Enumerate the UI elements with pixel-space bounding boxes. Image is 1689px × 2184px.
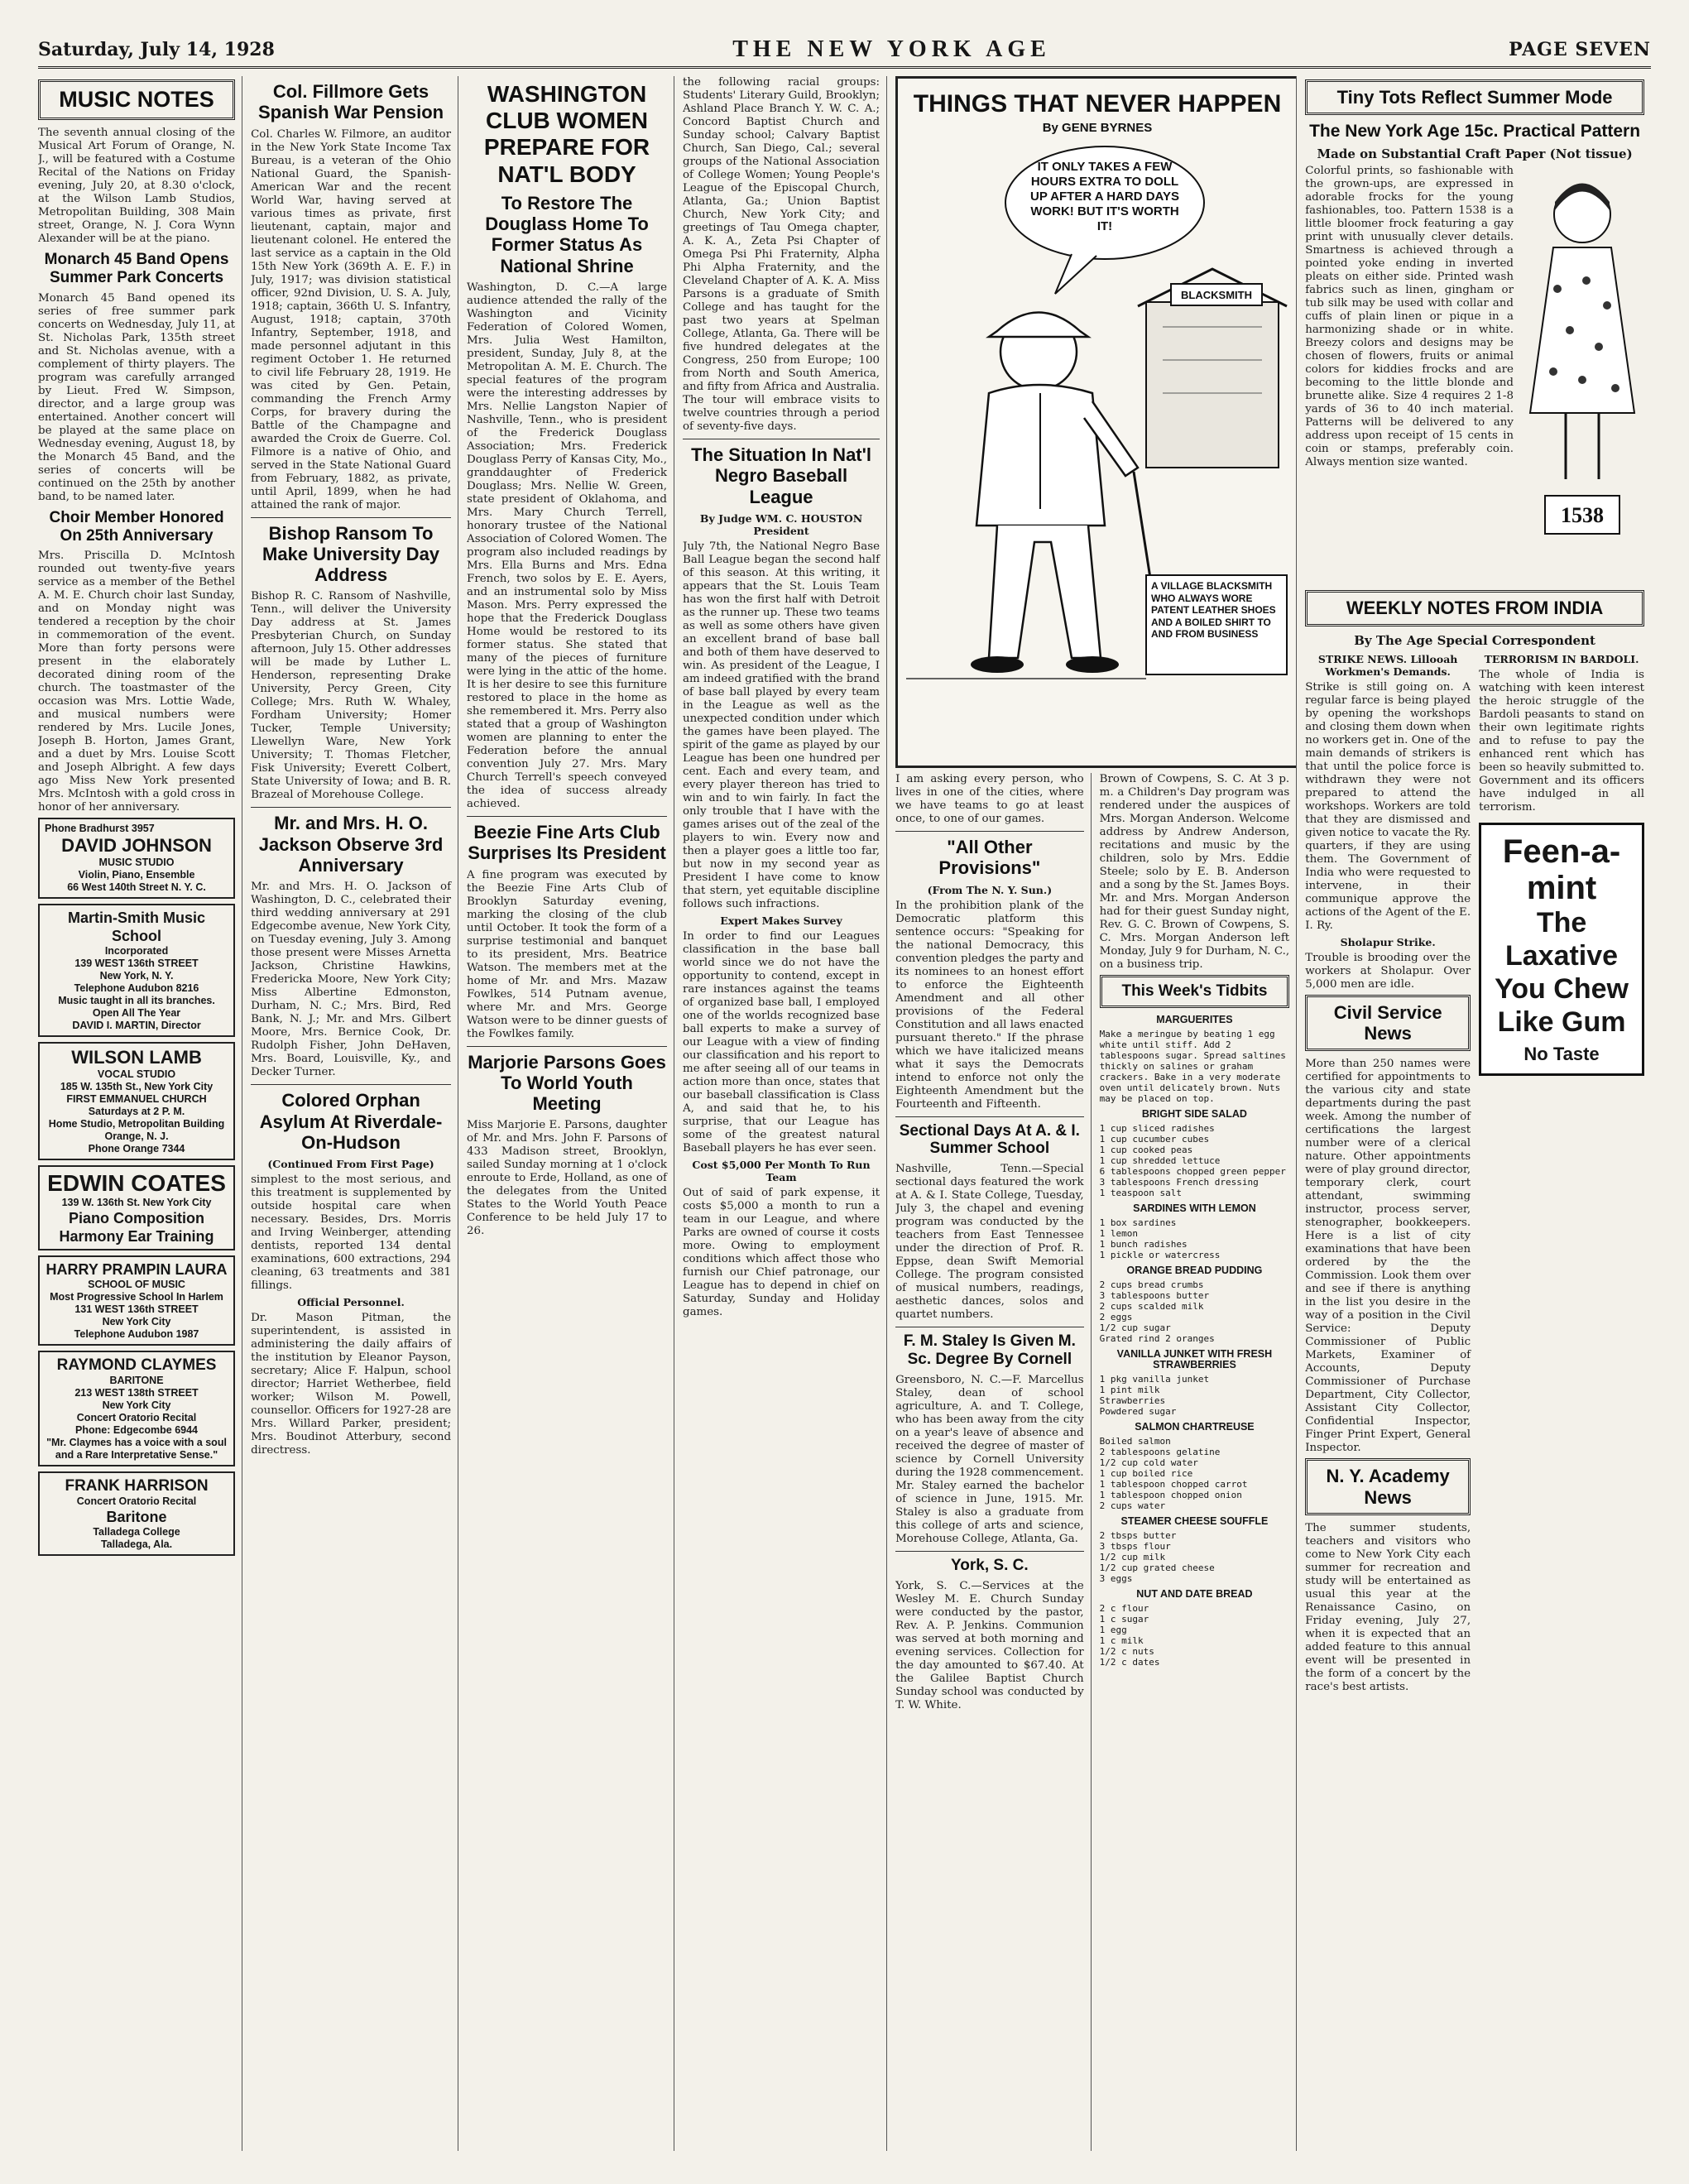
provisions-text: In the prohibition plank of the Democratic platform this sentence occurs: "Speaking for the national Democracy, this convention pledges the party and its nominees to an honest effort to enforce the Eighteenth Amendment and all other provisions of the Federal Constitution and all laws enacted pursuant thereto." If the phrase which we have italicized means what it says the Democrats intend to enforce not only the Eighteenth Amendment but the Fourteenth and Fifteenth. bbox=[895, 899, 1084, 1111]
india-strike-text: Strike is still going on. A regular farce is being played by opening the workshops and closing them down when no workers get in. One of the main demands of strikers is that until the police force is withdrawn they were not prepared to attend the workshops. Workers are told that they are dismissed and given notice to vacate the Ry. quarters, if they are using them. The Government of India who were requested to intervene, in their communique approve the actions of the Agent of the E. I. Ry. bbox=[1305, 680, 1471, 932]
tiny-tots-header bbox=[1305, 79, 1644, 115]
column-5-6 bbox=[895, 76, 1297, 2151]
cartoon-drawing bbox=[898, 79, 1297, 761]
monarch-text: Monarch 45 Band opened its series of free summer park concerts on Wednesday, July 11, at St. Nicholas Park, 135th street and St. Nicholas avenue, with a complement of thirty players. The program was carefully arranged by Lieut. Fred W. Simpson, director, and a large group was entertained. Another concert will be played at the same place on Wednesday evening, August 18, by the Monarch 45 Band, and the series of concerts will be continued on the 25th by another band, to be named later. bbox=[38, 291, 236, 503]
ad-johnson-detail: Violin, Piano, Ensemble bbox=[78, 869, 195, 881]
civil-service-text: More than 250 names were certified for appointments to the various city and state departments during the past week. Among the number of certifications the largest number were of a clerical nature. Other appointments were of play ground director, temporary clerk, court attendant, swimming instructor, process server, stenographer, bookkeepers. Here is a list of city examinations that have been ordered by the the Commission. Look them over and see if there is anything in the list you desire in the way of a position in the Civil Service: Deputy Commissioner of Public Markets, Examiner of Accounts, Deputy Commissioner of Purchase Department, City Collector, Assistant City Collector, Confidential Inspector, Finger Print Expert, General Inspector. bbox=[1305, 1058, 1471, 1455]
cartoon-caption: A VILLAGE BLACKSMITH WHO ALWAYS WORE PATENT LEATHER SHOES AND A BOILED SHIRT TO AND FROM BUSINESS bbox=[1151, 580, 1276, 640]
recipe-title: SARDINES WITH LEMON bbox=[1133, 1202, 1256, 1214]
academy-text: The summer students, teachers and visitors who come to New York City each summer for recreation and study will be entertained as usual this year at the Renaissance Casino, on Friday evening, July 27, when it is expected that an added feature to this annual event will be presented in the form of a concert by the race's best artists. bbox=[1305, 1521, 1471, 1693]
baseball-text: July 7th, the National Negro Base Ball League began the second half of this season. At this writing, it appears that the St. Louis Team has won the first half with Detroit as the runner up. These two teams as well as some others have given an excellent brand of base ball and both of them have deserved to win. As president of the League, I am indeed gratified with the brand of base ball played by every team in the League as well as the unexpected condition under which the games have been played. The spirit of the game as played by our League has been one hundred per cent. Each and every team, and every player thereon has tried to win and to win fairly. In fact the only trouble that I have with the games arises out of the zeal of the players to win. Every now and then a player goes a little too far, but now in my second year as President I have come to know that stern, yet equitable discipline follows such infractions. bbox=[683, 540, 880, 910]
ad-harrison-l2: Talladega College bbox=[93, 1526, 180, 1538]
washington-club-title: WASHINGTON CLUB WOMEN PREPARE FOR NAT'L BODY bbox=[483, 81, 650, 187]
academy-header bbox=[1305, 1458, 1471, 1515]
pattern-illustration bbox=[1520, 165, 1644, 578]
recipe-title: BRIGHT SIDE SALAD bbox=[1141, 1107, 1247, 1120]
tiny-tots-title: Tiny Tots Reflect Summer Mode bbox=[1336, 87, 1613, 108]
cost-head: Cost $5,000 Per Month To Run Team bbox=[692, 1158, 871, 1183]
choir-text: Mrs. Priscilla D. McIntosh rounded out twenty-five years service as a member of the Bethel A. M. E. Church choir last Sunday, and on Monday night was tendered a reception by the choir in commemoration of the event. More than forty persons were present in the elaborately decorated dining room of the church. The toastmaster of the occasion was Mrs. Lottie Wade, and musical numbers were rendered by Mrs. Lucile Jones, Joseph B. Horton, James Grant, and a duet by Mrs. Louise Scott and Joseph Albright. A few days ago Miss New York presented Mrs. McIntosh with a gold cross in honor of her anniversary. bbox=[38, 550, 236, 814]
recipe-title: VANILLA JUNKET WITH FRESH STRAWBERRIES bbox=[1116, 1347, 1273, 1370]
ad-claymes-name: RAYMOND CLAYMES bbox=[56, 1356, 217, 1375]
ad-claymes-city: New York City bbox=[102, 1399, 171, 1412]
india-header bbox=[1305, 590, 1644, 626]
figure-hat bbox=[989, 313, 1088, 338]
column-3 bbox=[467, 76, 674, 2151]
recipe-body: 2 tbsps butter 3 tbsps flour 1/2 cup milk 1/2 cup grated cheese 3 eggs bbox=[1099, 1529, 1215, 1584]
feen-line-3: Like Gum bbox=[1497, 1006, 1626, 1038]
staley-title: F. M. Staley Is Given M. Sc. Degree By Cornell bbox=[903, 1332, 1076, 1369]
ad-coates-address: 139 W. 136th St. New York City bbox=[61, 1197, 212, 1209]
india-title: WEEKLY NOTES FROM INDIA bbox=[1346, 598, 1604, 619]
figure-shoe-right bbox=[1066, 656, 1119, 673]
civil-service-header bbox=[1305, 995, 1471, 1052]
expert-survey-text: In order to find our Leagues classification in the base ball world since we do not have the opportunity to contend, except in rare instances against the teams of organized base ball, I employed one of the worlds recognized base ball experts to make a survey of our League with a view of finding our classification and his report to me after seeing all of our teams in action more than once, states that our baseball classification is Class A, and said that he, to his surprise, that our League has some of the greatest natural Baseball players he has ever seen. bbox=[683, 929, 880, 1154]
ad-prampin-school: SCHOOL OF MUSIC bbox=[88, 1279, 185, 1291]
recipe-orange-bread-pudding bbox=[1100, 1265, 1290, 1344]
feen-line-1: The Laxative bbox=[1504, 906, 1619, 972]
ad-claymes-address: 213 WEST 138th STREET bbox=[74, 1387, 199, 1399]
washington-club-subtitle: To Restore The Douglass Home To Former Status As National Shrine bbox=[485, 192, 649, 276]
jackson-text: Mr. and Mrs. H. O. Jackson of Washington, D. C., celebrated their third wedding anniversary at 291 Edgecombe avenue, New York City, on Tuesday evening, July 3. Among those present were Misses Arnetta Jackson, Christine Hawkins, Fredericka Moore, New York City; Miss Albertine Edmonston, Durham, N. C.; Mrs. Bird, Red Bank, N. J.; Mr. and Mrs. Gilbert Moore, Mrs. Bernice Cook, Dr. Rudolph Fisher, John DeHaven, Mrs. Board, Louisville, Ky., and Decker Turner. bbox=[251, 881, 452, 1079]
feen-line-2: You Chew bbox=[1495, 972, 1629, 1005]
india-columns bbox=[1305, 651, 1644, 1697]
recipe-title: STEAMER CHEESE SOUFFLE bbox=[1120, 1514, 1269, 1527]
york-title: York, S. C. bbox=[951, 1556, 1029, 1574]
ad-martin-address: 139 WEST 136th STREET bbox=[74, 958, 199, 970]
india-sholapur-text: Trouble is brooding over the workers at Sholapur. Over 5,000 men are idle. bbox=[1305, 951, 1471, 991]
pattern-subtitle: Made on Substantial Craft Paper (Not tissue) bbox=[1317, 146, 1633, 162]
recipe-body: Make a meringue by beating 1 egg white until stiff. Add 2 tablespoons sugar. Spread saltines thickly on salines or graham crackers. Bake in a very moderate oven until delicately brown. Nuts may be placed on top. bbox=[1099, 1028, 1292, 1104]
ad-coates-l2: Harmony Ear Training bbox=[59, 1228, 214, 1246]
ad-lamb-city: Orange, N. J. bbox=[104, 1130, 169, 1143]
paper-name: THE NEW YORK AGE bbox=[732, 36, 1051, 62]
column-1 bbox=[38, 76, 242, 2151]
recipe-body: 1 pkg vanilla junket 1 pint milk Strawberries Powdered sugar bbox=[1099, 1373, 1210, 1417]
provisions-title: "All Other Provisions" bbox=[938, 837, 1041, 879]
figure-shoe-left bbox=[971, 656, 1024, 673]
sectional-title: Sectional Days At A. & I. Summer School bbox=[899, 1121, 1080, 1158]
ad-martin-city: New York, N. Y. bbox=[99, 970, 174, 982]
ad-johnson-studio: MUSIC STUDIO bbox=[98, 857, 175, 869]
column-2 bbox=[251, 76, 458, 2151]
recipe-body: 2 cups bread crumbs 3 tablespoons butter 2 cups scalded milk 2 eggs 1/2 cup sugar Grated rind 2 oranges bbox=[1099, 1279, 1215, 1344]
page-number: PAGE SEVEN bbox=[1509, 39, 1651, 60]
academy-title: N. Y. Academy News bbox=[1326, 1466, 1450, 1508]
shop-sign-text: BLACKSMITH bbox=[1181, 289, 1253, 301]
ad-martin-name: Martin-Smith Music School bbox=[68, 910, 206, 945]
issue-date: Saturday, July 14, 1928 bbox=[38, 39, 275, 60]
recipe-body: 2 c flour 1 c sugar 1 egg 1 c milk 1/2 c nuts 1/2 c dates bbox=[1099, 1602, 1160, 1668]
youth-meeting-cont: the following racial groups: Students' Literary Guild, Brooklyn; Ashland Place Branch Y. W. C. A.; Concord Baptist Church and Sunday school; Calvary Baptist Church, San Diego, Cal.; several groups of the National Association of College Women; Young People's League of the Episcopal Church, Atlanta, Ga.; Union Baptist Church, New York City; and greetings of Tau Omega chapter, A. K. A., Zeta Psi Chapter of Omega Psi Phi Fraternity, Alpha Phi Alpha Fraternity, and the Cleveland Chapter of A. K. A. Miss Parsons is a graduate of Smith College and has taught for the past two years at Spelman College, Atlanta, Ga. There will be five hundred delegates at the Congress, 250 from Europe; 100 from North and South America, and fifty from Africa and Australia. The tour will embrace visits to twelve countries through a period of seventy-five days. bbox=[683, 76, 880, 433]
ad-lamb-address: 185 W. 135th St., New York City bbox=[60, 1081, 214, 1093]
ad-harrison-name: FRANK HARRISON bbox=[65, 1477, 209, 1495]
pattern-text: Colorful prints, so fashionable with the grown-ups, are expressed in adorable frocks for the young fashionables, too. Pattern 1538 is a little bloomer frock featuring a gay print with unusually clever details. Smartness is achieved through a pointed yoke ending in inverted pleats on either side. Printed wash fabrics such as linen, gingham or tub silk may be used with collar and cuffs of plain linen or pique in a harmonizing shade or in white. Breezy colors and designs may be chosen of flowers, fruits or animal colors for kiddies frocks and are becoming to the little blonde and brunette alike. Size 4 requires 2 1-8 yards of 36 to 40 inch material. Patterns will be delivered to any address upon receipt of 15 cents in coin or stamps, preferably coin. Always mention size wanted. bbox=[1305, 165, 1514, 469]
column-4 bbox=[683, 76, 887, 2151]
ad-prampin-city: New York City bbox=[102, 1316, 171, 1328]
recipe-body: 1 cup sliced radishes 1 cup cucumber cubes 1 cup cooked peas 1 cup shredded lettuce 6 tablespoons chopped green pepper 3 tablespoons French dressing 1 teaspoon salt bbox=[1099, 1122, 1286, 1198]
civil-service-title: Civil Service News bbox=[1333, 1001, 1442, 1044]
recipe-bright-side-salad bbox=[1100, 1109, 1290, 1198]
bardoli-text: The whole of India is watching with keen interest the heroic struggle of the Bardoli peasants to stand on their own legitimate rights and to refuse to pay the enhanced rent which has been so heavily submitted to. Government and its officers have indulged in all terrorism. bbox=[1479, 668, 1644, 814]
ad-martin-note: Music taught in all its branches. Open All The Year bbox=[58, 995, 215, 1020]
ad-prampin bbox=[38, 1255, 235, 1346]
ad-martin-smith bbox=[38, 904, 235, 1037]
beezie-title: Beezie Fine Arts Club Surprises Its President bbox=[468, 821, 666, 864]
music-notes-text: The seventh annual closing of the Musical Art Forum of Orange, N. J., will be featured with a Costume Recital of the Nations on Friday evening, July 20, at 8.30 o'clock, at the Wilson Lamb Studios, Metropolitan Building, 308 Main street, Orange, N. J. Cora Wynn Alexander will be at the piano. bbox=[38, 127, 236, 246]
ad-claymes-voice: BARITONE bbox=[109, 1375, 164, 1387]
india-byline: By The Age Special Correspondent bbox=[1354, 632, 1595, 648]
figure-legs bbox=[989, 526, 1101, 658]
marjorie-text: Miss Marjorie E. Parsons, daughter of Mr. and Mrs. John F. Parsons of 433 Madison street, Brooklyn, sailed Sunday morning at 1 o'clock enroute to Erde, Holland, as one of the delegates from the United States to the World Youth Peace Conference to be held July 17 to 26. bbox=[467, 1119, 667, 1238]
bubble-text: IT ONLY TAKES A FEW HOURS EXTRA TO DOLL UP AFTER A HARD DAYS WORK! BUT IT'S WORTH IT! bbox=[1030, 160, 1180, 233]
ad-claymes-phone: Phone: Edgecombe 6944 bbox=[75, 1424, 199, 1437]
ad-claymes-quote: "Mr. Claymes has a voice with a soul and a Rare Interpretative Sense." bbox=[46, 1437, 227, 1462]
recipe-cheese-souffle bbox=[1100, 1516, 1290, 1584]
provisions-source: (From The N. Y. Sun.) bbox=[927, 883, 1053, 896]
ad-prampin-tel: Telephone Audubon 1987 bbox=[74, 1328, 199, 1341]
cost-text: Out of said of park expense, it costs $5,000 a month to run a team in our League, and where Parks are owned of course it costs more. Owing to employment conditions which affect those who furnish our Chief patronage, our League has to depend in chief on Saturday, Sunday and Holiday games. bbox=[683, 1186, 880, 1318]
divider bbox=[467, 1046, 667, 1047]
ad-feen-a-mint bbox=[1479, 823, 1644, 1076]
recipe-body: Boiled salmon 2 tablespoons gelatine 1/2 cup cold water 1 cup boiled rice 1 tablespoon chopped carrot 1 tablespoon chopped onion 2 cups water bbox=[1099, 1435, 1248, 1511]
ad-david-johnson bbox=[38, 818, 235, 899]
ad-claymes bbox=[38, 1351, 235, 1466]
tidbits-title: This Week's Tidbits bbox=[1121, 982, 1268, 1000]
staley-text: Greensboro, N. C.—F. Marcellus Staley, dean of school agriculture, A. and T. College, who has been away from the city on a year's leave of absence and received the degree of master of science by Cornell University during the 1928 commencement. Mr. Staley earned the bachelor of science in June, 1915. Mr. Staley is also a graduate from this college of arts and science, Morehouse College, Atlanta, Ga. bbox=[895, 1373, 1084, 1545]
india-sholapur-head: Sholapur Strike. bbox=[1340, 935, 1436, 948]
fillmore-text: Col. Charles W. Filmore, an auditor in the New York State Income Tax Bureau, is a veteran of the Ohio National Guard, the Spanish-American War and the recent World War, having served at various times as private, first lieutenant, captain, major and lieutenant colonel. He entered the last service as a captain in the Old 15th New York (369th A. E. F.) in July, 1917; was division statistical officer, 92nd Division, U. S. A. July, 1918; captain, 366th U. S. Infantry, August, 1918; captain, 370th Infantry, September, 1918, and made personnel adjutant in this regiment October 1. He returned to civil life February 28, 1919. He was cited by Gen. Petain, commanding the French Army Corps, for bravery during the Battle of the Champagne and awarded the Croix de Guerre. Col. Filmore is a native of Ohio, and served in the State National Guard from February, 1882, as private, until April, 1899, when he had attained the rank of major. bbox=[251, 127, 452, 511]
music-notes-header bbox=[38, 79, 235, 120]
recipe-title: MARGUERITES bbox=[1156, 1013, 1233, 1025]
pattern-title: The New York Age 15c. Practical Pattern bbox=[1309, 122, 1641, 142]
recipe-salmon-chartreuse bbox=[1100, 1422, 1290, 1511]
recipe-marguerites bbox=[1100, 1015, 1290, 1104]
ad-harrison-l3: Talladega, Ala. bbox=[100, 1538, 173, 1551]
ad-johnson-phone: Phone Bradhurst 3957 bbox=[45, 823, 155, 835]
fillmore-title: Col. Fillmore Gets Spanish War Pension bbox=[257, 81, 444, 123]
divider bbox=[251, 1084, 451, 1085]
columns bbox=[38, 76, 1651, 2151]
bubble-tail bbox=[1055, 254, 1096, 294]
divider bbox=[895, 1116, 1084, 1117]
ad-claymes-rec: Concert Oratorio Recital bbox=[76, 1412, 197, 1424]
caption-text-box bbox=[1151, 580, 1282, 671]
bubble-text-box bbox=[1022, 160, 1188, 251]
bardoli-head: TERRORISM IN BARDOLI. bbox=[1484, 652, 1639, 665]
ad-prampin-top: HARRY PRAMPIN LAURA bbox=[46, 1261, 228, 1279]
choir-title: Choir Member Honored On 25th Anniversary bbox=[49, 508, 224, 545]
ransom-title: Bishop Ransom To Make University Day Address bbox=[262, 522, 440, 586]
ad-prampin-l1: Most Progressive School In Harlem bbox=[50, 1291, 223, 1303]
ad-lamb-day: Saturdays at 2 P. M. bbox=[88, 1106, 185, 1118]
sectional-text: Nashville, Tenn.—Special sectional days featured the work at A. & I. State College, Tuesday, July 3, the chapel and evening program was conducted by the teachers from East Tennessee under the direction of Prof. R. Eppse, dean Swift Memorial College. The program consisted of musical numbers, readings, aesthetic dances, solos and quartet numbers. bbox=[895, 1163, 1084, 1322]
music-notes-title: MUSIC NOTES bbox=[59, 87, 214, 112]
york-text: York, S. C.—Services at the Wesley M. E. Church Sunday were conducted by the pastor, Rev. A. P. Jenkins. Communion was served at both morning and evening services. Collection for the day amounted to $67.40. At the Galilee Baptist Church Sunday school was conducted by T. W. White. bbox=[895, 1579, 1084, 1711]
ad-lamb-phone: Phone Orange 7344 bbox=[88, 1143, 185, 1155]
cartoon-title: THINGS THAT NEVER HAPPEN bbox=[913, 90, 1282, 118]
baseball-title: The Situation In Nat'l Negro Baseball League bbox=[691, 444, 871, 507]
official-personnel: Official Personnel. bbox=[297, 1296, 405, 1309]
ad-coates-l1: Piano Composition bbox=[69, 1210, 205, 1227]
york-cont: Brown of Cowpens, S. C. At 3 p. m. a Children's Day program was rendered under the auspices of Mrs. Morgan Anderson. Welcome address by Andrew Anderson, recitations and music by the children, solo by Mrs. Eddie Steele; solo by E. B. Anderson and a song by the St. James Boys. Mr. and Mrs. Morgan Anderson had for their guest Sunday night, Rev. G. C. Brown of Cowpens, S. C. Mrs. Morgan Anderson left Monday, July 9 for Durham, N. C., on a business trip. bbox=[1099, 773, 1290, 971]
ad-harrison-voice: Baritone bbox=[106, 1509, 167, 1526]
feen-line-4: No Taste bbox=[1523, 1043, 1600, 1064]
baseball-cont: I am asking every person, who lives in one of the cities, where we have teams to go at least once, to one of our games. bbox=[895, 773, 1084, 825]
recipe-nut-date-bread bbox=[1100, 1589, 1290, 1668]
ad-frank-harrison bbox=[38, 1471, 235, 1556]
divider bbox=[467, 816, 667, 817]
tidbits-header bbox=[1100, 975, 1290, 1008]
india-col-left bbox=[1305, 651, 1471, 1697]
expert-survey-head: Expert Makes Survey bbox=[720, 914, 842, 927]
column-5 bbox=[895, 773, 1092, 2151]
column-7 bbox=[1305, 76, 1651, 2151]
india-col-right bbox=[1479, 651, 1644, 1697]
ad-harrison-l1: Concert Oratorio Recital bbox=[76, 1495, 197, 1508]
ad-lamb-home: Home Studio, Metropolitan Building bbox=[48, 1118, 225, 1130]
india-strike-head: STRIKE NEWS. Lillooah Workmen's Demands. bbox=[1317, 652, 1458, 678]
masthead bbox=[38, 33, 1651, 69]
divider bbox=[895, 831, 1084, 832]
ad-martin-director: DAVID I. MARTIN, Director bbox=[72, 1020, 201, 1032]
recipe-body: 1 box sardines 1 lemon 1 bunch radishes 1 pickle or watercress bbox=[1099, 1217, 1221, 1260]
recipe-title: NUT AND DATE BREAD bbox=[1136, 1587, 1253, 1600]
ad-martin-tel: Telephone Audubon 8216 bbox=[74, 982, 199, 995]
monarch-title: Monarch 45 Band Opens Summer Park Concerts bbox=[44, 251, 229, 286]
column-6 bbox=[1100, 773, 1297, 2151]
feen-brand: Feen-a-mint bbox=[1502, 833, 1621, 906]
ad-lamb-church: FIRST EMMANUEL CHURCH bbox=[66, 1093, 207, 1106]
ad-martin-inc: Incorporated bbox=[104, 945, 169, 958]
ad-prampin-address: 131 WEST 136th STREET bbox=[74, 1303, 199, 1316]
ad-edwin-coates bbox=[38, 1165, 235, 1250]
divider bbox=[895, 1551, 1084, 1552]
ad-lamb-name: WILSON LAMB bbox=[71, 1047, 202, 1068]
orphan-continued: (Continued From First Page) bbox=[267, 1158, 434, 1171]
recipe-title: ORANGE BREAD PUDDING bbox=[1126, 1264, 1263, 1276]
recipe-title: SALMON CHARTREUSE bbox=[1135, 1420, 1255, 1433]
ad-lamb-studio: VOCAL STUDIO bbox=[97, 1068, 176, 1081]
ad-coates-name: EDWIN COATES bbox=[47, 1170, 226, 1197]
orphan-text: simplest to the most serious, and this treatment is supplemented by outside hospital care when necessary. Besides, Drs. Morris and Irving Weinberger, attending dentists, reported 134 dental examinations, 600 extractions, 294 cleaning, 63 treatments and 381 fillings. bbox=[251, 1174, 452, 1293]
official-text: Dr. Mason Pitman, the superintendent, is assisted in administering the daily affairs of the institution by Eleanor Payson, secretary; Alice F. Halpun, school director; Harriet Wetherbee, field worker; Wilson M. Powell, counsellor. Officers for 1927-28 are Mrs. Willard Parker, president; Mrs. Boudinot Atterbury, second directress. bbox=[251, 1312, 452, 1457]
divider bbox=[251, 807, 451, 808]
divider bbox=[251, 517, 451, 518]
ransom-text: Bishop R. C. Ransom of Nashville, Tenn., will deliver the University Day address at St. James Presbyterian Church, on Sunday afternoon, July 15. Other addresses will be made by Luther L. Henderson, representing Drake University, Percy Green, City College; Mrs. Ruth W. Whaley, Fordham University; Homer Tucker, Temple University; Llewellyn Ware, New York University; T. Thomas Fletcher, Fisk University; Everett Colbert, State University of Iowa; and B. R. Brazeal of Morehouse College. bbox=[251, 590, 452, 802]
orphan-title: Colored Orphan Asylum At Riverdale-On-Hudson bbox=[259, 1090, 443, 1153]
baseball-byline: By Judge WM. C. HOUSTON President bbox=[699, 511, 863, 537]
marjorie-title: Marjorie Parsons Goes To World Youth Meeting bbox=[468, 1051, 666, 1115]
cartoon bbox=[895, 76, 1297, 768]
washington-club-text: Washington, D. C.—A large audience attended the rally of the Washington and Vicinity Federation of Colored Women, Mrs. Julia West Hamilton, president, Sunday, July 8, at the Metropolitan A. M. E. Church. The special features of the program were the interesting addresses by Mrs. Nellie Langston Napier of Nashville, Tenn., who is president of the Frederick Douglass Association; Mrs. Frederick Douglass Perry of Kansas City, Mo., granddaughter of Frederick Douglass; Mrs. Nellie W. Green, state president of Oklahoma, and Mrs. Mary Church Terrell, honorary trustee of the National Association of Colored Women. The program also included readings by Mrs. Ella Burns and Mrs. Edna French, two solos by E. E. Ayers, and an instrumental solo by Miss Mason. Mrs. Perry expressed the hope that the Frederick Douglass Home would be restored to its former status. She stated that many of the pieces of furniture were lying in the attic of the home. It is her desire to see this furniture restored to place in the home as she remembered it. Mrs. Perry also stated that a group of Washington women are planning to enter the Federation before the annual convention July 27. Mrs. Mary Church Terrell's speech conveyed the idea of success already achieved. bbox=[467, 281, 667, 810]
cartoon-byline: By GENE BYRNES bbox=[1042, 121, 1153, 135]
recipe-sardines bbox=[1100, 1203, 1290, 1260]
below-cartoon bbox=[895, 773, 1296, 2151]
ad-johnson-address: 66 West 140th Street N. Y. C. bbox=[67, 881, 206, 894]
recipe-vanilla-junket bbox=[1100, 1349, 1290, 1417]
beezie-text: A fine program was executed by the Beezie Fine Arts Club of Brooklyn Saturday evening, marking the closing of the club until October. It took the form of a surprise testimonial and banquet to its president, Mrs. Beatrice Watson. The members met at the home of Mr. and Mrs. Mazaw Fowlkes, 514 Putnam avenue, where Mr. and Mrs. George Watson were to be dinner guests of the Fowlkes family. bbox=[467, 868, 667, 1040]
jackson-title: Mr. and Mrs. H. O. Jackson Observe 3rd Anniversary bbox=[258, 813, 444, 876]
ad-johnson-name: DAVID JOHNSON bbox=[61, 835, 212, 857]
ad-wilson-lamb bbox=[38, 1042, 235, 1160]
pattern-number: 1538 bbox=[1560, 503, 1604, 528]
